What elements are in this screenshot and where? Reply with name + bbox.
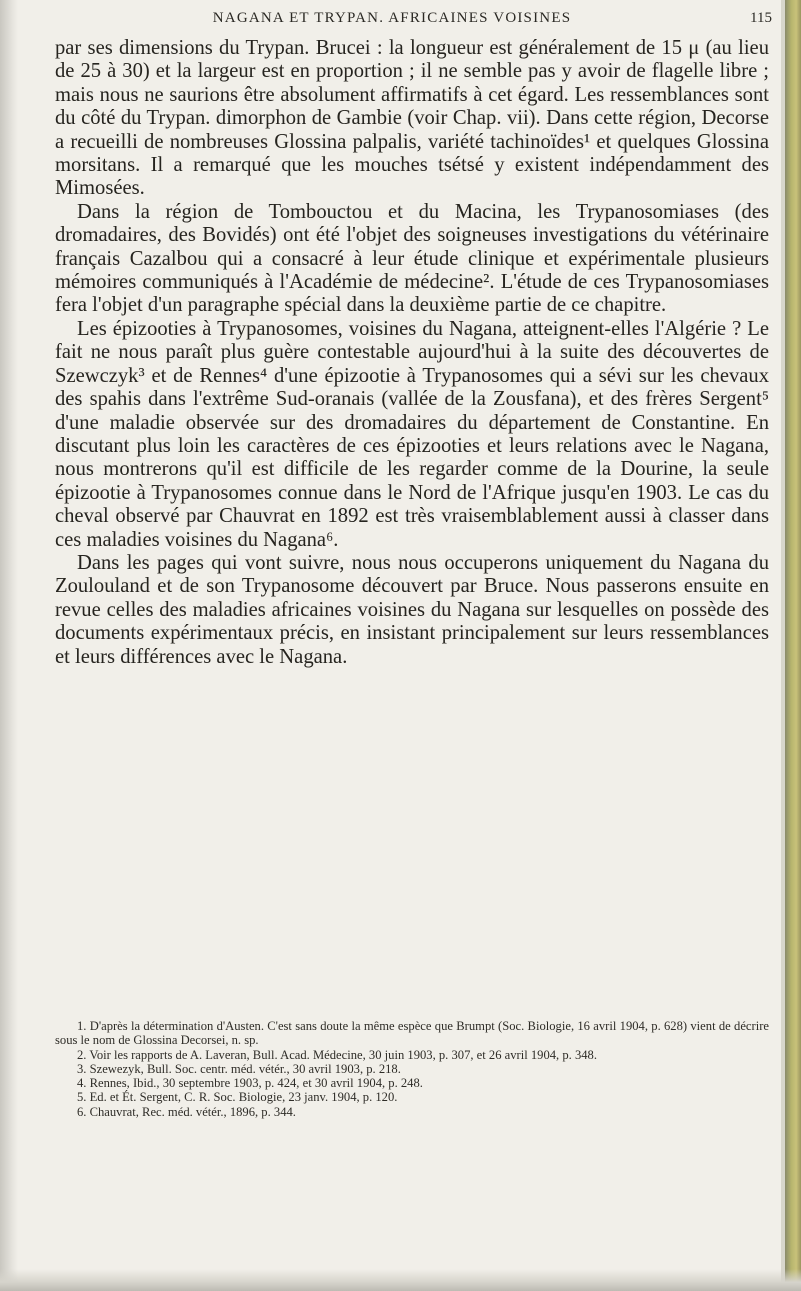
paragraph: par ses dimensions du Trypan. Brucei : la longueur est généralement de 15 μ (au lieu de 25 à 30) et la largeur est en proportion ; il ne semble pas y avoir de flagelle libre ; mais nous ne saurions être absolument affirmatifs à cet égard. Les ressemblances sont du côté du Trypan. dimorphon de Gambie (voir Chap. vii). Dans cette région, Decorse a recueilli de nombreuses Glossina palpalis, variété tachinoïdes¹ et quelques Glossina morsitans. Il a remarqué que les mouches tsétsé y existent indépendamment des Mimosées.: [55, 37, 769, 200]
footnote: 4. Rennes, Ibid., 30 septembre 1903, p. 424, et 30 avril 1904, p. 248.: [77, 1076, 423, 1091]
body-text: [55, 37, 769, 669]
footnote: 1. D'après la détermination d'Austen. C'est sans doute la même espèce que Brumpt (Soc. Biologie, 16 avril 1904, p. 628) vient de décrire sous le nom de Glossina Decorsei, n. sp.: [55, 1019, 769, 1048]
page-gutter-shadow: [0, 0, 18, 1291]
footnote: 6. Chauvrat, Rec. méd. vétér., 1896, p. 344.: [77, 1104, 296, 1119]
paragraph: Dans les pages qui vont suivre, nous nous occuperons uniquement du Nagana du Zoulouland et de son Trypanosome découvert par Bruce. Nous passerons ensuite en revue celles des maladies africaines voisines du Nagana sur lesquelles on possède des documents expérimentaux précis, en insistant principalement sur leurs ressemblances et leurs différences avec le Nagana.: [55, 551, 769, 668]
paragraph: Dans la région de Tombouctou et du Macina, les Trypanosomiases (des dromadaires, des Bovidés) ont été l'objet des soigneuses investigations du vétérinaire français Cazalbou qui a consacré à leur étude clinique et expérimentale plusieurs mémoires communiqués à l'Académie de médecine². L'étude de ces Trypanosomiases fera l'objet d'un paragraphe spécial dans la deuxième partie de ce chapitre.: [55, 200, 769, 317]
page-edge: [785, 0, 801, 1291]
page-number: 115: [750, 10, 772, 26]
running-head: NAGANA ET TRYPAN. AFRICAINES VOISINES: [212, 10, 572, 26]
footnotes: [55, 1019, 769, 1119]
footnote: 2. Voir les rapports de A. Laveran, Bull. Acad. Médecine, 30 juin 1903, p. 307, et 26 avril 1904, p. 348.: [77, 1047, 597, 1062]
paragraph: Les épizooties à Trypanosomes, voisines du Nagana, atteignent-elles l'Algérie ? Le fait ne nous paraît plus guère contestable aujourd'hui à la suite des découvertes de Szewczyk³ et de Rennes⁴ d'une épizootie à Trypanosomes qui a sévi sur les chevaux des spahis dans l'extrême Sud-oranais (vallée de la Zousfana), et des frères Sergent⁵ d'une maladie observée sur des dromadaires du département de Constantine. En discutant plus loin les caractères de ces épizooties et leurs relations avec le Nagana, nous montrerons qu'il est difficile de les regarder comme de la Dourine, la seule épizootie à Trypanosomes connue dans le Nord de l'Afrique jusqu'en 1903. Le cas du cheval observé par Chauvrat en 1892 est très vraisemblablement aussi à classer dans ces maladies voisines du Nagana⁶.: [55, 317, 769, 551]
page-header: [72, 10, 772, 36]
footnote: 5. Ed. et Ét. Sergent, C. R. Soc. Biologie, 23 janv. 1904, p. 120.: [77, 1090, 398, 1105]
page-bottom-edge: [0, 1269, 801, 1291]
footnote: 3. Szewezyk, Bull. Soc. centr. méd. vétér., 30 avril 1903, p. 218.: [77, 1061, 401, 1076]
